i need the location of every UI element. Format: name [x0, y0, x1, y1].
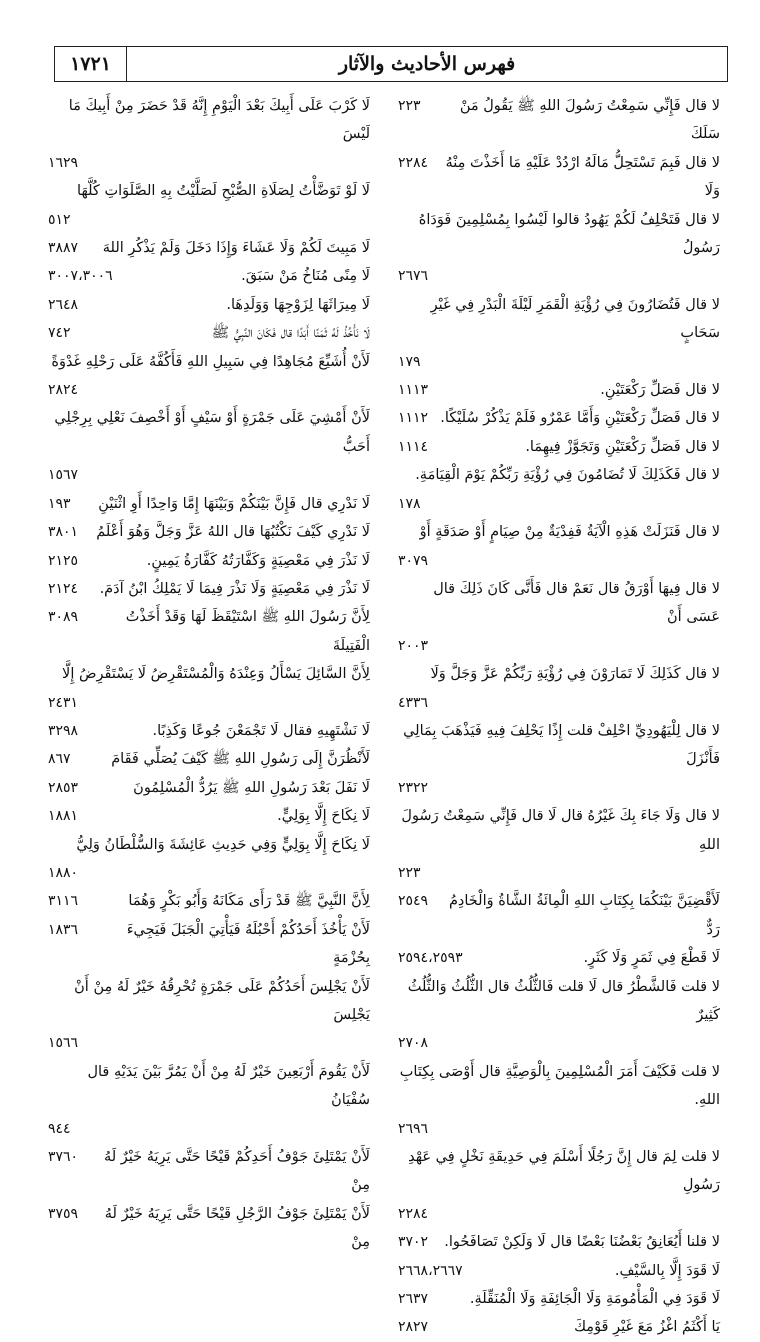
index-entry	[48, 916, 370, 973]
hadith-text: لا قال فَإِنِّي سَمِعْتُ رَسُولَ اللهِ ﷺ يَقُولُ مَنْ سَلَكَ	[459, 98, 720, 143]
hadith-text: لَأَنْ يَقُومَ أَرْبَعِينَ خَيْرٌ لَهُ مِنْ أَنْ يَمُرَّ بَيْنَ يَدَيْهِ قال سُفْيَانُ	[87, 1063, 370, 1109]
hadith-number: ٣١١٦	[48, 893, 79, 910]
index-entry	[398, 92, 720, 149]
hadith-number: ٢١٢٤	[48, 580, 79, 597]
hadith-number: ٢٦٧٦	[398, 268, 429, 285]
hadith-text: لَأَقْضِيَنَّ بَيْنَكُمَا بِكِتَابِ اللهِ الْمِائَةُ الشَّاةُ وَالْخَادِمُ رَدٌّ	[448, 893, 720, 938]
hadith-text: لا قال لِلْيَهُودِيِّ احْلِفْ قلت إِذًا يَحْلِفَ فِيهِ فَيَذْهَبَ بِمَالِي فَأَنْزَلَ	[403, 722, 720, 768]
hadith-text: لَأَنْ يَمْتَلِئَ جَوْفُ الرَّجُلِ قَيْحًا حَتَّى يَرِيَهُ خَيْرٌ لَهُ مِنْ	[104, 1205, 370, 1251]
index-entry	[398, 404, 720, 432]
index-entry	[48, 319, 370, 347]
index-entry	[398, 149, 720, 206]
index-entry	[48, 660, 370, 717]
hadith-number: ٢٨٥٣	[48, 779, 79, 796]
hadith-number: ٢٦٦٨،٢٦٦٧	[398, 1262, 463, 1279]
hadith-text: لَا قَطْعَ فِي ثَمَرٍ وَلَا كَثَرٍ.	[583, 950, 720, 967]
index-entry	[398, 887, 720, 944]
hadith-number: ٥١٢	[48, 211, 71, 228]
hadith-number: ٢٠٠٣	[398, 637, 429, 654]
hadith-number: ٢٦٤٨	[48, 296, 79, 313]
index-entry	[48, 1143, 370, 1200]
index-entry	[48, 291, 370, 319]
hadith-text: يَا أَكْثَمُ اغْزُ مَعَ غَيْرِ قَوْمِكَ	[574, 1319, 720, 1336]
hadith-number: ٢٢٣	[398, 98, 421, 114]
index-entry	[48, 745, 370, 773]
hadith-text: لَأَنْ يَأْخُذَ أَحَدُكُمْ أَحْبُلَهُ فَيَأْتِيَ الْجَبَلَ فَيَجِيءَ بِحُزْمَةٍ	[126, 921, 370, 967]
hadith-text: لا قال فَتُضَارُونَ فِي رُؤْيَةِ الْقَمَرِ لَيْلَةَ الْبَدْرِ فِي غَيْرِ سَحَابٍ	[430, 296, 720, 342]
hadith-number: ٨٦٧	[48, 751, 71, 768]
hadith-number: ٣٧٥٩	[48, 1205, 79, 1222]
hadith-number: ٣٨٠١	[48, 524, 79, 541]
index-entry	[398, 518, 720, 575]
hadith-number: ٤٣٣٦	[398, 694, 429, 711]
hadith-number: ٢٥٩٤،٢٥٩٣	[398, 950, 463, 967]
index-entry	[398, 1257, 720, 1285]
index-entry	[398, 1228, 720, 1256]
hadith-text: لَا مِنًى مُنَاخُ مَنْ سَبَقَ.	[241, 268, 370, 285]
hadith-number: ١٧٩	[398, 353, 421, 370]
index-entry	[398, 660, 720, 717]
hadith-number: ٢٢٣	[398, 864, 421, 881]
hadith-number: ٣٠٠٧،٣٠٠٦	[48, 268, 113, 285]
hadith-text: لَا نَذْرَ فِي مَعْصِيَةٍ وَلَا نَذْرَ فِيمَا لَا يَمْلِكُ ابْنُ آدَمَ.	[99, 580, 370, 597]
index-entry	[398, 575, 720, 660]
hadith-text: لا قلت فَكَيْفَ أَمَرَ الْمُسْلِمِينَ بِالْوَصِيَّةِ قال أَوْصَى بِكِتَابِ اللهِ.	[399, 1063, 720, 1109]
hadith-text: لا قال فَصَلِّ رَكْعَتَيْنِ.	[600, 382, 720, 399]
index-entry	[48, 92, 370, 177]
index-entry	[398, 1058, 720, 1143]
index-entry	[48, 575, 370, 603]
hadith-text: لَأَنْ أُشَيِّعَ مُجَاهِدًا فِي سَبِيلِ اللهِ فَأَكُفَّهُ عَلَى رَحْلِهِ غَدْوَةً	[51, 353, 370, 370]
hadith-number: ٢٢٨٤	[398, 154, 429, 171]
page-number: ١٧٢١	[55, 47, 127, 81]
index-entry	[398, 802, 720, 887]
hadith-number: ٢٤٣١	[48, 694, 79, 711]
hadith-text: لا قال فَنَزَلَتْ هَذِهِ الْآيَةُ فَفِدْيَةٌ مِنْ صِيَامٍ أَوْ صَدَقَةٍ أَوْ	[419, 524, 720, 541]
hadith-number: ٢٨٢٤	[48, 382, 79, 399]
hadith-number: ١٧٨	[398, 495, 421, 512]
hadith-number: ١٨٨١	[48, 808, 79, 825]
index-entry	[398, 433, 720, 461]
index-entry	[48, 234, 370, 262]
index-entry	[48, 518, 370, 546]
index-entry	[48, 802, 370, 830]
hadith-text: لَأَنْ أَمْشِيَ عَلَى جَمْرَةٍ أَوْ سَيْفٍ أَوْ أَخْصِفَ نَعْلِي بِرِجْلِي أَحَبُّ	[54, 410, 370, 455]
index-entry	[398, 206, 720, 291]
hadith-text: لَا نَذْرَ فِي مَعْصِيَةٍ وَكَفَّارَتُهُ كَفَّارَةُ يَمِينٍ.	[146, 552, 370, 569]
index-entry	[398, 461, 720, 518]
hadith-number: ٣٨٨٧	[48, 240, 79, 257]
index-entry	[48, 717, 370, 745]
hadith-text: لَا قَوَدَ فِي الْمَأْمُومَةِ وَلَا الْجَائِفَةِ وَلَا الْمُنَقِّلَةِ.	[469, 1291, 720, 1308]
hadith-number: ١٥٦٧	[48, 467, 79, 484]
index-entry	[48, 887, 370, 915]
hadith-number: ٢٧٠٨	[398, 1035, 429, 1052]
page-header	[54, 46, 728, 82]
hadith-number: ٣٢٩٨	[48, 722, 79, 739]
hadith-text: لَأَنْظُرَنَّ إِلَى رَسُولِ اللهِ ﷺ كَيْفَ يُصَلِّي فَقَامَ	[111, 751, 370, 768]
page-title: فهرس الأحاديث والآثار	[338, 53, 516, 75]
hadith-text: لا قلنا أَيُعَانِقُ بَعْضُنَا بَعْضًا قال لَا وَلَكِنْ تَصَافَحُوا.	[444, 1234, 720, 1251]
index-column-right	[398, 92, 720, 1336]
hadith-number: ١٨٣٦	[48, 921, 79, 938]
hadith-number: ٣٧٦٠	[48, 1149, 79, 1166]
hadith-number: ٣٠٧٩	[398, 552, 429, 569]
hadith-text: لا قال فَصَلِّ رَكْعَتَيْنِ وَتَجَوَّزْ فِيهِمَا.	[525, 438, 720, 455]
hadith-text: لا قال فَصَلِّ رَكْعَتَيْنِ وَأَمَّا عَمْرٌو فَلَمْ يَذْكُرْ سُلَيْكًا.	[440, 410, 720, 427]
index-entry	[398, 1313, 720, 1341]
hadith-number: ٢٨٢٧	[398, 1319, 429, 1336]
index-entry	[398, 291, 720, 376]
hadith-text: لا قال كَذَلِكَ لَا تَمَارَوْنَ فِي رُؤْيَةِ رَبِّكُمْ عَزَّ وَجَلَّ وَلَا	[430, 666, 720, 683]
index-entry	[398, 376, 720, 404]
hadith-number: ١١١٢	[398, 410, 429, 427]
hadith-text: لِأَنَّ رَسُولَ اللهِ ﷺ اسْتَيْقَظَ لَهَا وَقَدْ أَخَذْتُ الْفَتِيلَةَ	[125, 609, 370, 654]
hadith-text: لَا نَدْرِي كَيْفَ نَكْتُبُهَا قال اللهُ عَزَّ وَجَلَّ وَهُوَ أَعْلَمُ	[96, 524, 370, 541]
hadith-number: ٢٥٤٩	[398, 893, 429, 910]
hadith-number: ٩٤٤	[48, 1120, 71, 1137]
index-entry	[48, 774, 370, 802]
index-entry	[48, 177, 370, 234]
hadith-text: لا قال فَتَحْلِفُ لَكُمْ يَهُودُ قالوا لَيْسُوا بِمُسْلِمِينَ فَوَدَاهُ رَسُولُ	[418, 211, 720, 257]
hadith-text: لَا نَشْتَهِيهِ فقال لَا تَجْمَعْنَ جُوعًا وَكَذِبًا.	[152, 722, 370, 739]
index-entry	[48, 831, 370, 888]
hadith-text: لا قلت فَالشَّطْرُ قال لَا قلت فَالثُّلُثُ قال الثُّلُثُ وَالثُّلُثُ كَثِيرٌ	[407, 978, 720, 1023]
hadith-text: لِأَنَّ النَّبِيَّ ﷺ قَدْ رَأَى مَكَانَهُ وَأَبُو بَكْرٍ وَهُمَا	[128, 893, 370, 910]
index-entry	[48, 603, 370, 660]
index-entry	[48, 1200, 370, 1257]
hadith-text: لَأَنْ يَجْلِسَ أَحَدُكُمْ عَلَى جَمْرَةٍ تُحْرِقُهُ خَيْرٌ لَهُ مِنْ أَنْ يَجْلِسَ	[74, 978, 370, 1023]
index-entry	[48, 490, 370, 518]
hadith-number: ٧٤٢	[48, 325, 71, 342]
hadith-number: ٣٠٨٩	[48, 609, 79, 626]
hadith-text: لَا مِيرَاثَهَا لِزَوْجِهَا وَوَلَدِهَا.	[226, 296, 370, 313]
index-entry	[398, 717, 720, 802]
hadith-number: ٢١٢٥	[48, 552, 79, 569]
hadith-number: ١٨٨٠	[48, 864, 79, 881]
hadith-text: لَأَنْ يَمْتَلِئَ جَوْفُ أَحَدِكُمْ قَيْحًا حَتَّى يَرِيَهُ خَيْرٌ لَهُ مِنْ	[104, 1149, 370, 1194]
hadith-number: ٢٣٢٢	[398, 779, 429, 796]
hadith-text: لَا مَبِيتَ لَكُمْ وَلَا عَشَاءَ وَإِذَا دَخَلَ وَلَمْ يَذْكُرِ اللهَ	[102, 240, 370, 257]
hadith-text: لا قلت لِمَ قال إِنَّ رَجُلًا أَسْلَمَ فِي حَدِيقَةِ نَخْلٍ فِي عَهْدِ رَسُولِ	[408, 1149, 720, 1194]
hadith-text: لَا كَرْبَ عَلَى أَبِيكَ بَعْدَ الْيَوْمِ إِنَّهُ قَدْ حَضَرَ مِنْ أَبِيكَ مَا لَيْسَ	[68, 98, 370, 143]
index-entry	[48, 348, 370, 405]
hadith-text: لَا نَدْرِي قال فَإِنَّ بَيْنَكُمْ وَبَيْنَهَا إِمَّا وَاحِدًا أَوِ اثْنَيْنِ	[98, 495, 370, 512]
index-entry	[398, 1285, 720, 1313]
hadith-text: لَا نَأْخُذُ لَهُ ثَمَنًا أَبَدًا قال فَكَانَ النَّبِيُّ ﷺ	[211, 325, 370, 342]
index-entry	[398, 973, 720, 1058]
hadith-number: ٣٧٠٢	[398, 1234, 429, 1251]
hadith-number: ١٩٣	[48, 495, 71, 512]
index-entry	[48, 262, 370, 290]
index-entry	[48, 973, 370, 1058]
hadith-text: لَا لَوْ تَوَضَّأْتُ لِصَلَاةِ الصُّبْحِ لَصَلَّيْتُ بِهِ الصَّلَوَاتِ كُلَّهَا	[77, 183, 370, 200]
hadith-number: ١٥٦٦	[48, 1035, 79, 1052]
hadith-number: ١١١٤	[398, 438, 429, 455]
hadith-number: ٢٦٩٦	[398, 1120, 429, 1137]
hadith-text: لَا قَوَدَ إِلَّا بِالسَّيْفِ.	[614, 1262, 720, 1279]
hadith-text: لا قال وَلَا جَاءَ بِكَ غَيْرُهُ قال لَا قال فَإِنِّي سَمِعْتُ رَسُولَ اللهِ	[401, 808, 720, 853]
hadith-number: ٢٦٣٧	[398, 1291, 429, 1308]
hadith-text: لا قال فَبِمَ تَسْتَحِلُّ مَالَهُ ارْدُدْ عَلَيْهِ مَا أَخَذْتَ مِنْهُ وَلَا	[445, 154, 720, 200]
index-entry	[398, 944, 720, 972]
hadith-text: لَا نَفَلَ بَعْدَ رَسُولِ اللهِ ﷺ يَرُدُّ الْمُسْلِمُونَ	[133, 779, 370, 796]
hadith-number: ١١١٣	[398, 382, 429, 399]
hadith-number: ٢٢٨٤	[398, 1205, 429, 1222]
hadith-text: لا قال فَكَذَلِكَ لَا تُضَامُونَ فِي رُؤْيَةِ رَبِّكُمْ يَوْمَ الْقِيَامَةِ.	[415, 467, 720, 484]
index-entry	[48, 1058, 370, 1143]
index-entry	[48, 404, 370, 489]
index-entry	[48, 547, 370, 575]
index-column-left	[48, 92, 370, 1251]
hadith-number: ١٦٢٩	[48, 154, 79, 171]
hadith-text: لَا نِكَاحَ إِلَّا بِوَلِيٍّ.	[277, 808, 370, 825]
hadith-text: لِأَنَّ السَّائِلَ يَسْأَلُ وَعِنْدَهُ وَالْمُسْتَقْرِضُ لَا يَسْتَقْرِضُ إِلَّا	[62, 666, 370, 683]
index-entry	[398, 1143, 720, 1228]
hadith-text: لا قال فِيهَا أَوْرَقُ قال نَعَمْ قال فَأَنَّى كَانَ ذَلِكَ قال عَسَى أَنْ	[433, 580, 720, 626]
hadith-text: لَا نِكَاحَ إِلَّا بِوَلِيٍّ وَفِي حَدِيثِ عَائِشَةَ وَالسُّلْطَانُ وَلِيُّ	[76, 836, 370, 853]
